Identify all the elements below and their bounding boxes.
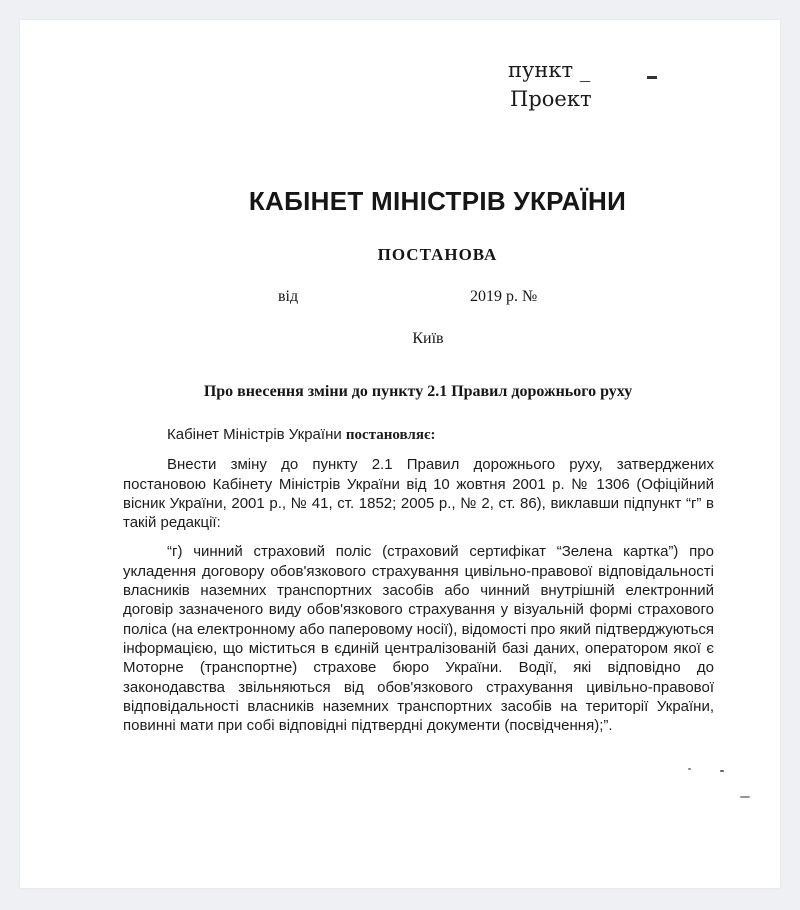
resolution-heading: Про внесення зміни до пункту 2.1 Правил дорожнього руху <box>203 383 633 400</box>
document-title: КАБІНЕТ МІНІСТРІВ УКРАЇНИ <box>248 186 627 216</box>
stamp-line-1: пункт _ <box>508 58 591 82</box>
document-body <box>123 425 714 735</box>
date-label: від <box>278 288 299 305</box>
city: Київ <box>412 330 444 347</box>
quote-paragraph: “г) чинний страховий поліс (страховий сертифікат “Зелена картка”) про укладення договору обов'язкового страхування цивільно-правової відповідальності власників наземних транспортних засобів або чинний внутрішній електронний договір зазначеного виду обов'язкового страхування у візуальній формі страхового поліса (на електронному або паперовому носії), відомості про який підтверджуються інформацією, що міститься в єдиній централізованій базі даних, оператором якої є Моторне (транспортне) страхове бюро України. Водії, які відповідно до законодавства звільняються від обов'язкового страхування цивільно-правової відповідальності власників наземних транспортних засобів на території України, повинні мати при собі відповідні підтвердні документи (посвідчення);”. <box>123 543 715 735</box>
main-paragraph: Внести зміну до пункту 2.1 Правил дорожнього руху, затверджених постановою Кабінету Міністрів України від 10 жовтня 2001 р. № 1306 (Офіційний вісник України, 2001 р., № 41, ст. 1852; 2005 р., № 2, ст. 86), виклавши підпункт “г” в такій редакції: <box>123 456 714 532</box>
scan-speck <box>720 770 724 772</box>
intro-paragraph <box>123 425 714 445</box>
draft-stamp <box>508 56 592 114</box>
intro-bold: постановляє: <box>345 427 436 443</box>
document-page <box>20 20 780 888</box>
document-type: ПОСТАНОВА <box>377 245 498 264</box>
date-value: 2019 р. № <box>470 288 538 305</box>
scan-speck <box>740 796 750 798</box>
intro-text: Кабінет Міністрів України <box>167 426 346 443</box>
stamp-line-2: Проект <box>510 87 592 111</box>
scan-speck <box>688 768 691 770</box>
dash-mark <box>647 76 657 79</box>
